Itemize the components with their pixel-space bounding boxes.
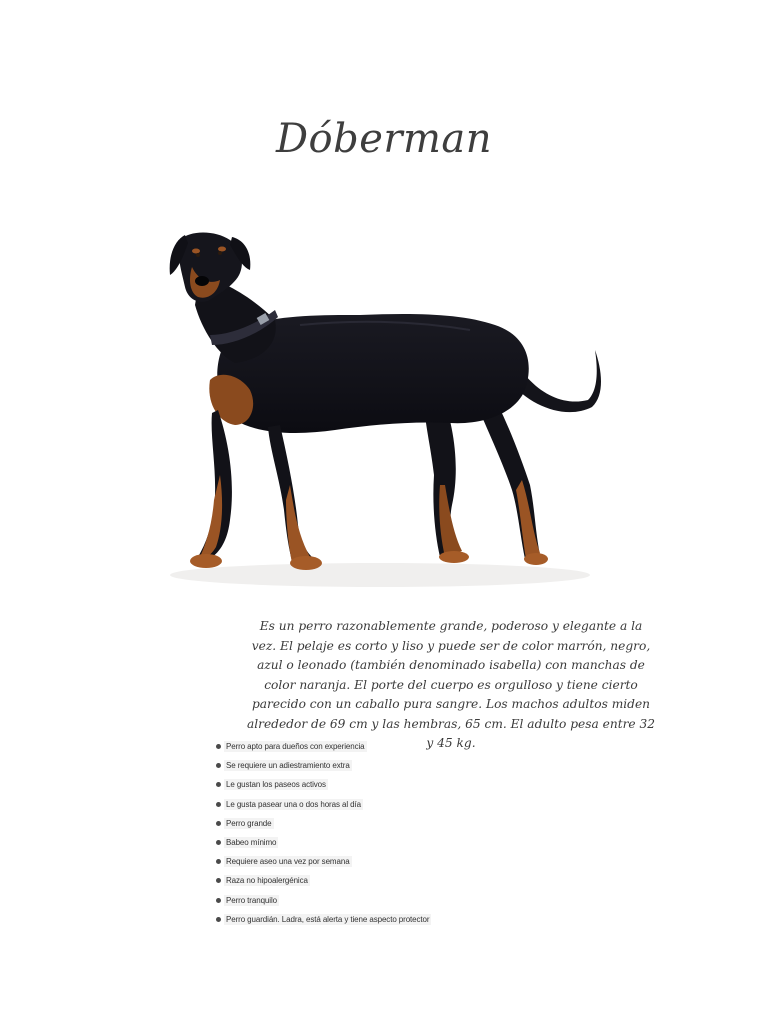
list-item [216,814,431,833]
bullet-icon [216,840,221,845]
list-item [216,871,431,890]
breed-description: Es un perro razonablemente grande, poderoso y elegante a la vez. El pelaje es corto y liso y puede ser de color marrón, negro, azul o leonado (también denominado isabella) con manchas de color naranja. El porte del cuerpo es orgulloso y tiene cierto parecido con un caballo pura sangre. Los machos adultos miden alrededor de 69 cm y las hembras, 65 cm. El adulto pesa entre 32 y 45 kg. [246,619,656,750]
list-item [216,891,431,910]
list-item [216,775,431,794]
feature-list [216,737,431,929]
list-item [216,795,431,814]
bullet-icon [216,917,221,922]
feature-text: Requiere aseo una vez por semana [226,857,350,867]
list-item [216,737,431,756]
list-item [216,756,431,775]
list-item [216,833,431,852]
bullet-icon [216,878,221,883]
bullet-icon [216,821,221,826]
feature-text: Le gusta pasear una o dos horas al día [226,799,361,809]
list-item [216,852,431,871]
feature-text: Perro guardián. Ladra, está alerta y tiene aspecto protector [226,914,430,924]
feature-text: Perro apto para dueños con experiencia [226,742,365,752]
bullet-icon [216,782,221,787]
feature-text: Raza no hipoalergénica [226,876,308,886]
feature-text: Perro grande [226,818,272,828]
feature-text: Le gustan los paseos activos [226,780,326,790]
feature-text: Perro tranquilo [226,895,277,905]
bullet-icon [216,802,221,807]
bullet-icon [216,898,221,903]
bullet-icon [216,763,221,768]
doberman-photo [140,185,630,605]
bullet-icon [216,859,221,864]
feature-text: Se requiere un adiestramiento extra [226,761,350,771]
page-title: Dóberman [275,116,493,162]
feature-text: Babeo mínimo [226,838,277,848]
bullet-icon [216,744,221,749]
list-item [216,910,431,929]
